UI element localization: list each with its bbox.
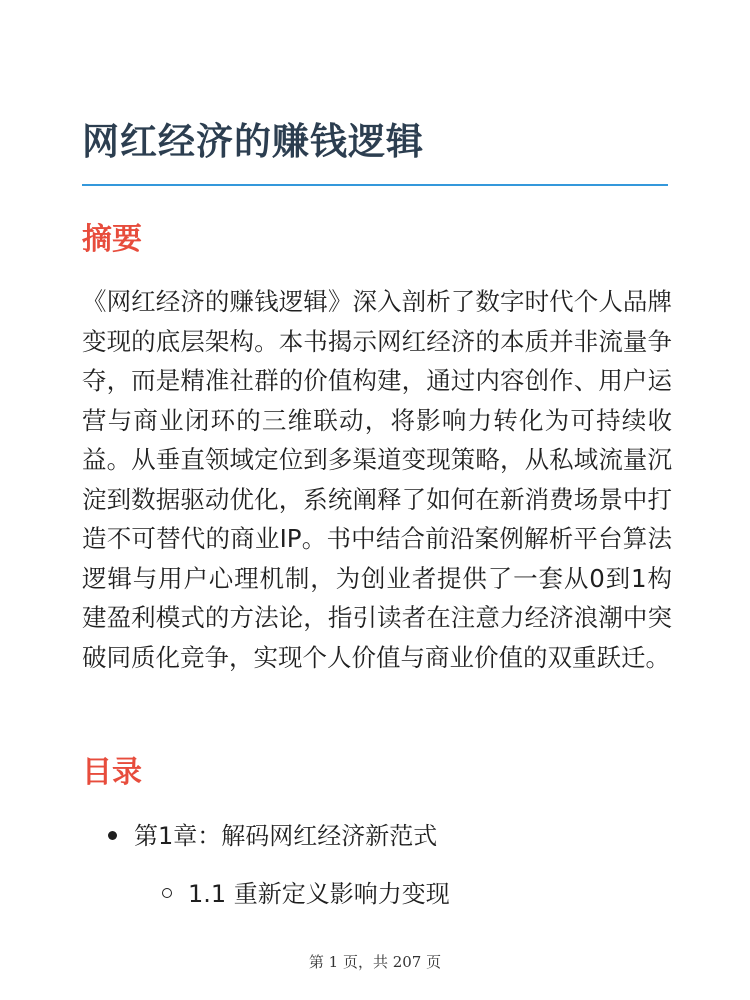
title-divider [82,184,668,186]
page-footer: 第 1 页，共 207 页 [308,953,442,971]
summary-heading: 摘要 [82,222,142,257]
toc-item-section-1-1[interactable] [162,874,450,914]
toc-item-label: 1.1 重新定义影响力变现 [188,880,450,908]
toc-item-label: 第1章：解码网红经济新范式 [134,822,438,850]
toc-item-chapter-1[interactable] [108,816,437,856]
document-title: 网红经济的赚钱逻辑 [82,120,424,163]
summary-paragraph: 《网红经济的赚钱逻辑》深入剖析了数字时代个人品牌变现的底层架构。本书揭示网红经济的本质并非流量争夺，而是精准社群的价值构建，通过内容创作、用户运营与商业闭环的三维联动，将影响力转化为可持续收益。从垂直领域定位到多渠道变现策略，从私域流量沉淀到数据驱动优化，系统阐释了如何在新消费场景中打造不可替代的商业IP。书中结合前沿案例解析平台算法逻辑与用户心理机制，为创业者提供了一套从0到1构建盈利模式的方法论，指引读者在注意力经济浪潮中突破同质化竞争，实现个人价值与商业价值的双重跃迁。 [82,287,672,672]
bullet-disc-icon [108,831,117,840]
toc-heading: 目录 [82,755,142,790]
bullet-circle-icon [162,888,172,898]
